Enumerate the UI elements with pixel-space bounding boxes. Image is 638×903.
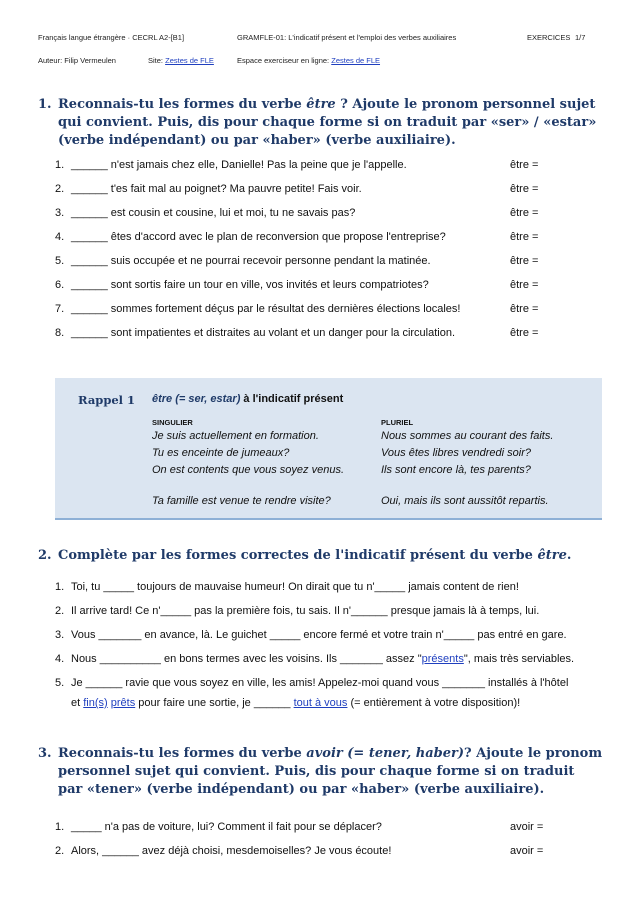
- list-item: 5. Je ______ ravie que vous soyez en ville, les amis! Appelez-moi quand vous _______ installés à l'hôtel: [55, 677, 569, 689]
- example-plural: Oui, mais ils sont aussitôt repartis.: [381, 495, 549, 507]
- example-singular: On est contents que vous soyez venus.: [152, 464, 345, 476]
- answer-label: être =: [510, 327, 539, 339]
- ex2-title: [38, 547, 603, 565]
- example-plural: Vous êtes libres vendredi soir?: [381, 447, 532, 459]
- example-singular: Ta famille est venue te rendre visite?: [152, 495, 331, 507]
- header-course: Français langue étrangère · CECRL A2-[B1]: [38, 33, 185, 42]
- list-item-continuation: et fin(s) prêts pour faire une sortie, je ______ tout à vous (= entièrement à votre disposition)!: [71, 697, 521, 709]
- link-prets[interactable]: prêts: [110, 697, 136, 709]
- list-item: 1. _____ n'a pas de voiture, lui? Comment il fait pour se déplacer?: [55, 821, 382, 833]
- answer-label: être =: [510, 303, 539, 315]
- ex1-title-text: Reconnais-tu les formes du verbe être ? Ajoute le pronom personnel sujet qui convient. Puis, dis pour chaque forme si on traduit par «ser» / «estar» (verbe indépendant) ou par «haber» (verbe auxiliaire).: [58, 97, 597, 148]
- header-page: 1/7: [575, 33, 586, 42]
- header-site: [148, 56, 214, 65]
- list-item: 2. ______ t'es fait mal au poignet? Ma pauvre petite! Fais voir.: [55, 183, 362, 195]
- answer-label: être =: [510, 159, 539, 171]
- list-item: 7. ______ sommes fortement déçus par le résultat des dernières élections locales!: [55, 303, 461, 315]
- list-item: 4. ______ êtes d'accord avec le plan de reconversion que propose l'entreprise?: [55, 231, 446, 243]
- list-item: 5. ______ suis occupée et ne pourrai recevoir personne pendant la matinée.: [55, 255, 431, 267]
- link-presents[interactable]: présents: [421, 653, 464, 665]
- list-item: 3. Vous _______ en avance, là. Le guichet _____ encore fermé et votre train n'_____ pas entré en gare.: [55, 629, 567, 641]
- answer-label: avoir =: [510, 821, 544, 833]
- example-plural: Ils sont encore là, tes parents?: [381, 464, 531, 476]
- list-item: 2. Il arrive tard! Ce n'_____ pas la première fois, tu sais. Il n'______ presque jamais là à temps, lui.: [55, 605, 540, 617]
- space-link[interactable]: Zestes de FLE: [331, 56, 381, 65]
- ex3-title-text: Reconnais-tu les formes du verbe avoir (= tener, haber)? Ajoute le pronom personnel sujet qui convient. Puis, dis pour chaque forme si on traduit par «tener» (verbe indépendant) ou par «haber» (verbe auxiliaire).: [58, 746, 603, 797]
- list-item: 1. Toi, tu _____ toujours de mauvaise humeur! On dirait que tu n'_____ jamais content de rien!: [55, 581, 519, 593]
- example-singular: Tu es enceinte de jumeaux?: [152, 447, 290, 459]
- site-label: Site:: [148, 56, 164, 65]
- answer-label: être =: [510, 207, 539, 219]
- answer-label: avoir =: [510, 845, 544, 857]
- list-item: 2. Alors, ______ avez déjà choisi, mesdemoiselles? Je vous écoute!: [55, 845, 392, 857]
- header-author: Auteur: Filip Vermeulen: [38, 56, 116, 65]
- header-space: [237, 56, 380, 65]
- answer-label: être =: [510, 279, 539, 291]
- col-singular: SINGULIER: [152, 418, 193, 427]
- ex3-title: [38, 745, 603, 799]
- space-label: Espace exerciseur en ligne:: [237, 56, 330, 65]
- link-tout-a-vous[interactable]: tout à vous: [293, 697, 348, 709]
- ex1-title: [38, 96, 603, 150]
- link-fins[interactable]: fin(s): [83, 697, 108, 709]
- list-item: 1. ______ n'est jamais chez elle, Danielle! Pas la peine que je l'appelle.: [55, 159, 407, 171]
- header-section: EXERCICES: [527, 33, 571, 42]
- ex2-title-text: Complète par les formes correctes de l'indicatif présent du verbe être.: [58, 548, 572, 563]
- answer-label: être =: [510, 255, 539, 267]
- rappel-label: Rappel 1: [78, 393, 136, 407]
- list-item: 3. ______ est cousin et cousine, lui et moi, tu ne savais pas?: [55, 207, 356, 219]
- ex1-number: 1.: [38, 97, 52, 112]
- ex2-number: 2.: [38, 548, 52, 563]
- example-plural: Nous sommes au courant des faits.: [381, 430, 554, 442]
- example-singular: Je suis actuellement en formation.: [152, 430, 319, 442]
- list-item: 4. Nous __________ en bons termes avec les voisins. Ils _______ assez "présents", mais très serviables.: [55, 653, 575, 665]
- answer-label: être =: [510, 183, 539, 195]
- header-code: GRAMFLE-01: L'indicatif présent et l'emploi des verbes auxiliaires: [237, 33, 457, 42]
- list-item: 6. ______ sont sortis faire un tour en ville, vos invités et leurs compatriotes?: [55, 279, 429, 291]
- site-link[interactable]: Zestes de FLE: [165, 56, 214, 65]
- answer-label: être =: [510, 231, 539, 243]
- list-item: 8. ______ sont impatientes et distraites au volant et un danger pour la circulation.: [55, 327, 456, 339]
- rappel-title: être (= ser, estar) à l'indicatif présent: [152, 393, 344, 405]
- ex3-number: 3.: [38, 746, 52, 761]
- col-plural: PLURIEL: [381, 418, 414, 427]
